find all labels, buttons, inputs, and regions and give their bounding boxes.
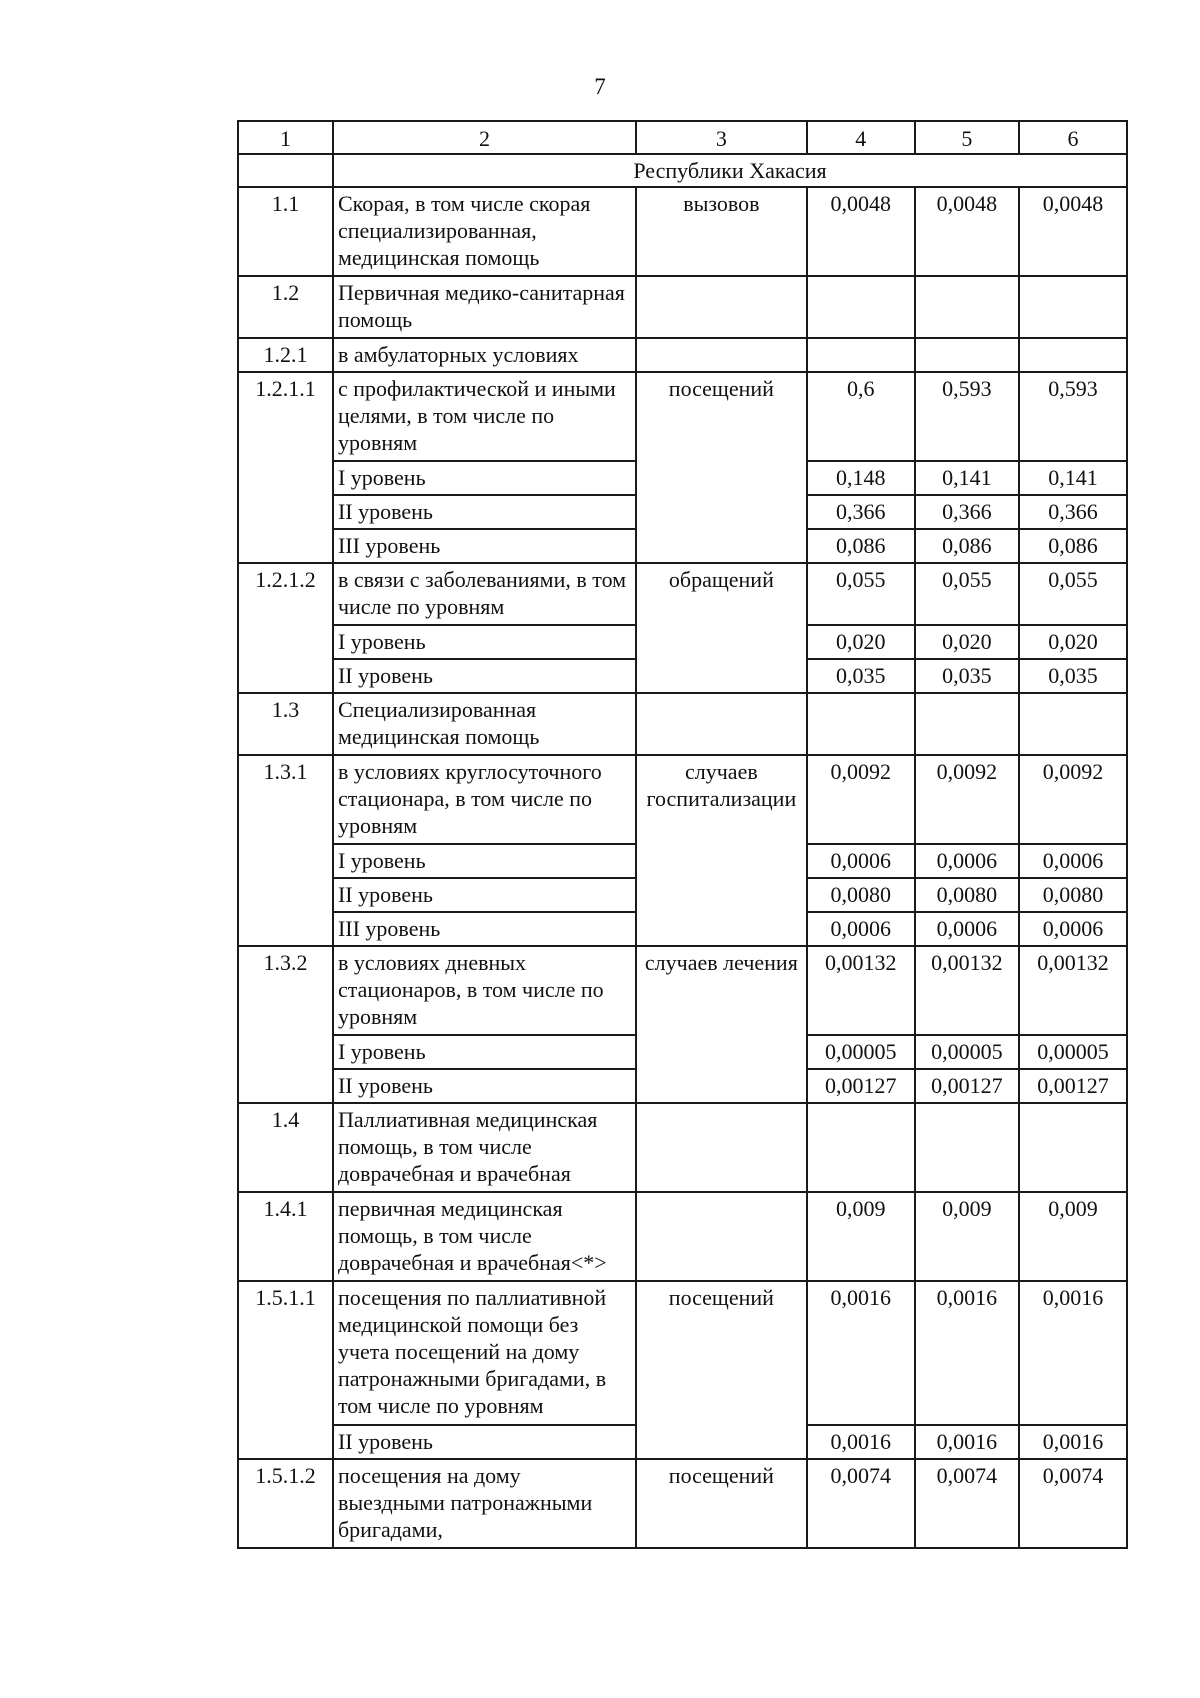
- level-label: II уровень: [333, 495, 636, 529]
- row-code: 1.2.1.2: [238, 563, 333, 693]
- table-row: [238, 1459, 1127, 1548]
- column-header: 6: [1019, 121, 1127, 154]
- value-cell: 0,0006: [807, 844, 915, 878]
- value-cell: 0,0016: [807, 1281, 915, 1425]
- value-cell: 0,0006: [915, 844, 1019, 878]
- row-code: 1.5.1.1: [238, 1281, 333, 1459]
- table-row: [238, 187, 1127, 276]
- value-cell: 0,141: [915, 461, 1019, 495]
- value-cell: 0,0048: [807, 187, 915, 276]
- level-label: II уровень: [333, 659, 636, 693]
- value-cell: 0,0092: [1019, 755, 1127, 844]
- value-cell: 0,00132: [915, 946, 1019, 1035]
- value-cell: 0,0080: [1019, 878, 1127, 912]
- table-row: [238, 1281, 1127, 1425]
- value-cell: 0,366: [1019, 495, 1127, 529]
- row-description: посещения по паллиативной медицинской помощи без учета посещений на дому патронажными бригадами, в том числе по уровням: [333, 1281, 636, 1425]
- value-cell: 0,035: [915, 659, 1019, 693]
- row-code: 1.5.1.2: [238, 1459, 333, 1548]
- value-cell: 0,0074: [1019, 1459, 1127, 1548]
- value-cell: 0,009: [1019, 1192, 1127, 1281]
- row-code: 1.4: [238, 1103, 333, 1192]
- value-cell: 0,00132: [807, 946, 915, 1035]
- value-cell: 0,148: [807, 461, 915, 495]
- value-cell: 0,00127: [807, 1069, 915, 1103]
- row-description: с профилактической и иными целями, в том числе по уровням: [333, 372, 636, 461]
- column-header: 3: [636, 121, 807, 154]
- row-code: 1.3.1: [238, 755, 333, 946]
- row-description: в амбулаторных условиях: [333, 338, 636, 372]
- empty-cell: [636, 1103, 807, 1192]
- level-label: III уровень: [333, 529, 636, 563]
- level-label: I уровень: [333, 844, 636, 878]
- value-cell: 0,0016: [1019, 1425, 1127, 1459]
- column-header: 5: [915, 121, 1019, 154]
- value-cell: 0,6: [807, 372, 915, 461]
- row-unit: посещений: [636, 1459, 807, 1548]
- empty-cell: [807, 1103, 915, 1192]
- column-header: 2: [333, 121, 636, 154]
- table-row: [238, 946, 1127, 1035]
- row-description: Скорая, в том числе скорая специализированная, медицинская помощь: [333, 187, 636, 276]
- empty-cell: [636, 338, 807, 372]
- table-row: [238, 563, 1127, 625]
- value-cell: 0,055: [915, 563, 1019, 625]
- value-cell: 0,00005: [915, 1035, 1019, 1069]
- row-code: 1.3: [238, 693, 333, 755]
- value-cell: 0,141: [1019, 461, 1127, 495]
- value-cell: 0,366: [807, 495, 915, 529]
- value-cell: 0,0016: [915, 1425, 1019, 1459]
- row-unit: вызовов: [636, 187, 807, 276]
- row-description: в связи с заболеваниями, в том числе по уровням: [333, 563, 636, 625]
- empty-cell: [915, 276, 1019, 338]
- value-cell: 0,0048: [1019, 187, 1127, 276]
- value-cell: 0,055: [1019, 563, 1127, 625]
- value-cell: 0,0016: [915, 1281, 1019, 1425]
- row-unit: посещений: [636, 1281, 807, 1459]
- value-cell: 0,055: [807, 563, 915, 625]
- empty-cell: [915, 338, 1019, 372]
- empty-cell: [1019, 1103, 1127, 1192]
- empty-cell: [636, 276, 807, 338]
- value-cell: 0,593: [915, 372, 1019, 461]
- region-row: [238, 154, 1127, 187]
- empty-cell: [1019, 338, 1127, 372]
- row-unit: обращений: [636, 563, 807, 693]
- table-row: [238, 755, 1127, 844]
- table-row: [238, 693, 1127, 755]
- row-description: Паллиативная медицинская помощь, в том числе доврачебная и врачебная: [333, 1103, 636, 1192]
- value-cell: 0,0048: [915, 187, 1019, 276]
- level-label: II уровень: [333, 1069, 636, 1103]
- table-row: [238, 338, 1127, 372]
- value-cell: 0,0092: [807, 755, 915, 844]
- column-header: 1: [238, 121, 333, 154]
- value-cell: 0,020: [1019, 625, 1127, 659]
- value-cell: 0,0016: [807, 1425, 915, 1459]
- value-cell: 0,0006: [1019, 912, 1127, 946]
- value-cell: 0,0080: [915, 878, 1019, 912]
- row-code: 1.2.1: [238, 338, 333, 372]
- empty-cell: [807, 276, 915, 338]
- value-cell: 0,086: [1019, 529, 1127, 563]
- empty-cell: [636, 1192, 807, 1281]
- value-cell: 0,086: [915, 529, 1019, 563]
- level-label: I уровень: [333, 461, 636, 495]
- row-unit: случаев госпитализации: [636, 755, 807, 946]
- page-number: 7: [594, 74, 606, 99]
- row-description: в условиях дневных стационаров, в том числе по уровням: [333, 946, 636, 1035]
- row-code: 1.2: [238, 276, 333, 338]
- value-cell: 0,0074: [915, 1459, 1019, 1548]
- indicators-table: [237, 120, 1128, 1549]
- table-row: [238, 1192, 1127, 1281]
- value-cell: 0,0006: [1019, 844, 1127, 878]
- value-cell: 0,009: [915, 1192, 1019, 1281]
- value-cell: 0,00127: [915, 1069, 1019, 1103]
- row-code: 1.2.1.1: [238, 372, 333, 563]
- empty-cell: [238, 154, 333, 187]
- empty-cell: [636, 693, 807, 755]
- level-label: I уровень: [333, 1035, 636, 1069]
- value-cell: 0,593: [1019, 372, 1127, 461]
- row-description: Первичная медико-санитарная помощь: [333, 276, 636, 338]
- value-cell: 0,0092: [915, 755, 1019, 844]
- value-cell: 0,0006: [807, 912, 915, 946]
- value-cell: 0,00005: [1019, 1035, 1127, 1069]
- table-row: [238, 372, 1127, 461]
- row-description: посещения на дому выездными патронажными бригадами,: [333, 1459, 636, 1548]
- level-label: I уровень: [333, 625, 636, 659]
- value-cell: 0,035: [1019, 659, 1127, 693]
- row-description: в условиях круглосуточного стационара, в том числе по уровням: [333, 755, 636, 844]
- value-cell: 0,086: [807, 529, 915, 563]
- region-label: Республики Хакасия: [333, 154, 1127, 187]
- value-cell: 0,00132: [1019, 946, 1127, 1035]
- table-row: [238, 276, 1127, 338]
- table-row: [238, 1103, 1127, 1192]
- value-cell: 0,366: [915, 495, 1019, 529]
- row-code: 1.4.1: [238, 1192, 333, 1281]
- empty-cell: [807, 338, 915, 372]
- column-header: 4: [807, 121, 915, 154]
- empty-cell: [807, 693, 915, 755]
- empty-cell: [1019, 276, 1127, 338]
- level-label: II уровень: [333, 1425, 636, 1459]
- empty-cell: [915, 1103, 1019, 1192]
- row-description: Специализированная медицинская помощь: [333, 693, 636, 755]
- column-number-row: [238, 121, 1127, 154]
- level-label: III уровень: [333, 912, 636, 946]
- value-cell: 0,0016: [1019, 1281, 1127, 1425]
- value-cell: 0,0006: [915, 912, 1019, 946]
- row-code: 1.3.2: [238, 946, 333, 1103]
- value-cell: 0,00005: [807, 1035, 915, 1069]
- value-cell: 0,0074: [807, 1459, 915, 1548]
- level-label: II уровень: [333, 878, 636, 912]
- row-unit: посещений: [636, 372, 807, 563]
- value-cell: 0,00127: [1019, 1069, 1127, 1103]
- row-description: первичная медицинская помощь, в том числе доврачебная и врачебная<*>: [333, 1192, 636, 1281]
- value-cell: 0,009: [807, 1192, 915, 1281]
- value-cell: 0,020: [807, 625, 915, 659]
- value-cell: 0,035: [807, 659, 915, 693]
- empty-cell: [1019, 693, 1127, 755]
- value-cell: 0,020: [915, 625, 1019, 659]
- value-cell: 0,0080: [807, 878, 915, 912]
- row-unit: случаев лечения: [636, 946, 807, 1103]
- empty-cell: [915, 693, 1019, 755]
- row-code: 1.1: [238, 187, 333, 276]
